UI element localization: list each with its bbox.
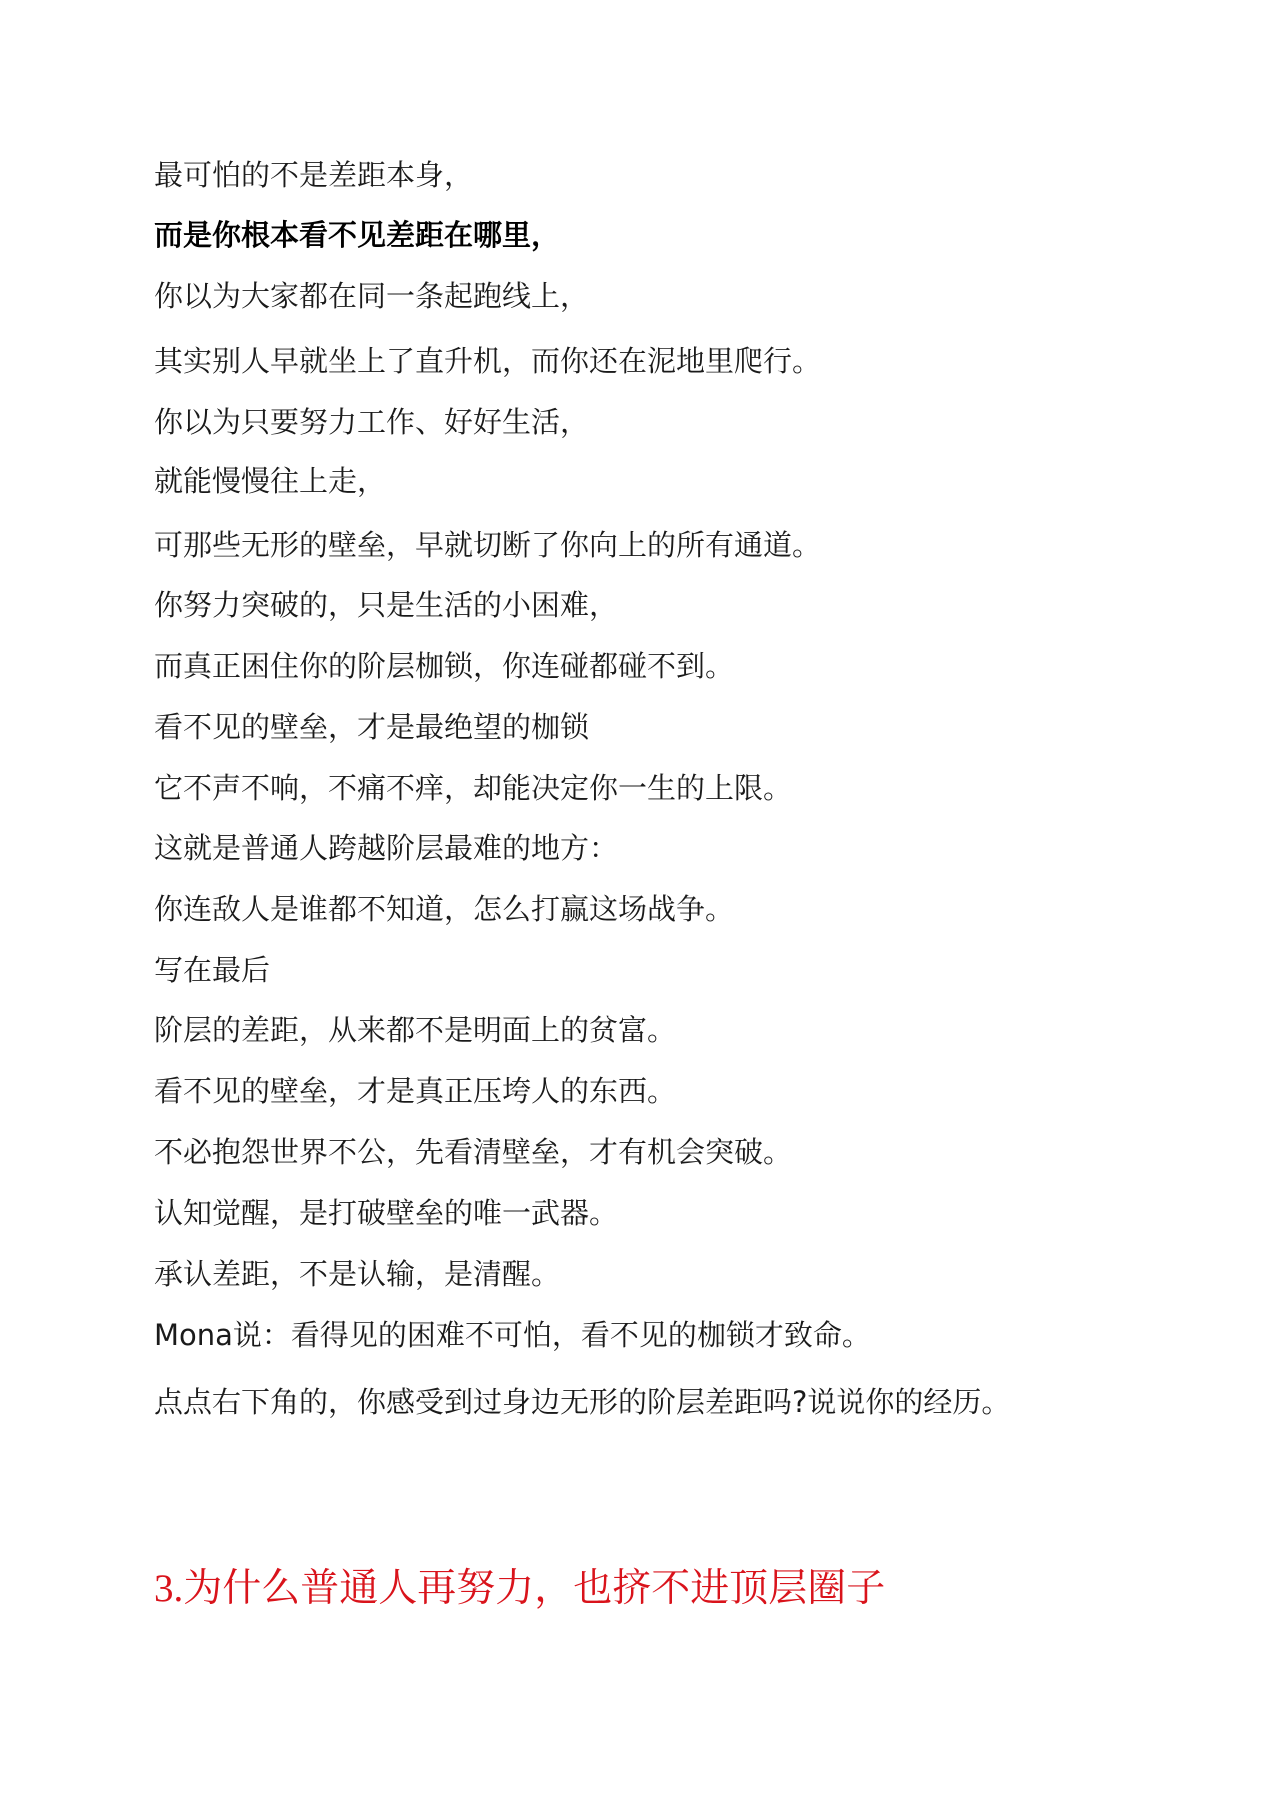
text-line: 看不见的壁垒，才是最绝望的枷锁 [154,710,590,744]
text-line: 认知觉醒，是打破壁垒的唯一武器。 [154,1196,619,1230]
text-line: 可那些无形的壁垒，早就切断了你向上的所有通道。 [154,528,822,562]
closing-paragraph: 点点右下角的，你感受到过身边无形的阶层差距吗?说说你的经历。 [154,1385,1011,1419]
text-line: 你连敌人是谁都不知道，怎么打赢这场战争。 [154,892,735,926]
text-line: 你以为只要努力工作、好好生活， [154,405,590,439]
text-line: 你努力突破的，只是生活的小困难， [154,588,619,622]
text-line: 它不声不响，不痛不痒，却能决定你一生的上限。 [154,771,793,805]
text-line: 就能慢慢往上走， [154,464,387,498]
text-line: 看不见的壁垒，才是真正压垮人的东西。 [154,1074,677,1108]
text-line: Mona说：看得见的困难不可怕，看不见的枷锁才致命。 [154,1318,871,1352]
text-line-bold: 而是你根本看不见差距在哪里， [154,218,561,252]
text-line: 阶层的差距，从来都不是明面上的贫富。 [154,1013,677,1047]
section-heading-number: 3. [154,1567,184,1610]
text-line: 其实别人早就坐上了直升机，而你还在泥地里爬行。 [154,344,822,378]
section-heading [154,1563,885,1615]
text-line: 承认差距，不是认输，是清醒。 [154,1257,561,1291]
text-line: 这就是普通人跨越阶层最难的地方： [154,831,619,865]
text-line: 最可怕的不是差距本身， [154,158,474,192]
section-heading-title: 为什么普通人再努力，也挤不进顶层圈子 [183,1566,886,1611]
text-line: 写在最后 [154,953,271,987]
text-line: 你以为大家都在同一条起跑线上， [154,279,590,313]
text-line: 而真正困住你的阶层枷锁，你连碰都碰不到。 [154,649,735,683]
text-line: 不必抱怨世界不公，先看清壁垒，才有机会突破。 [154,1135,793,1169]
